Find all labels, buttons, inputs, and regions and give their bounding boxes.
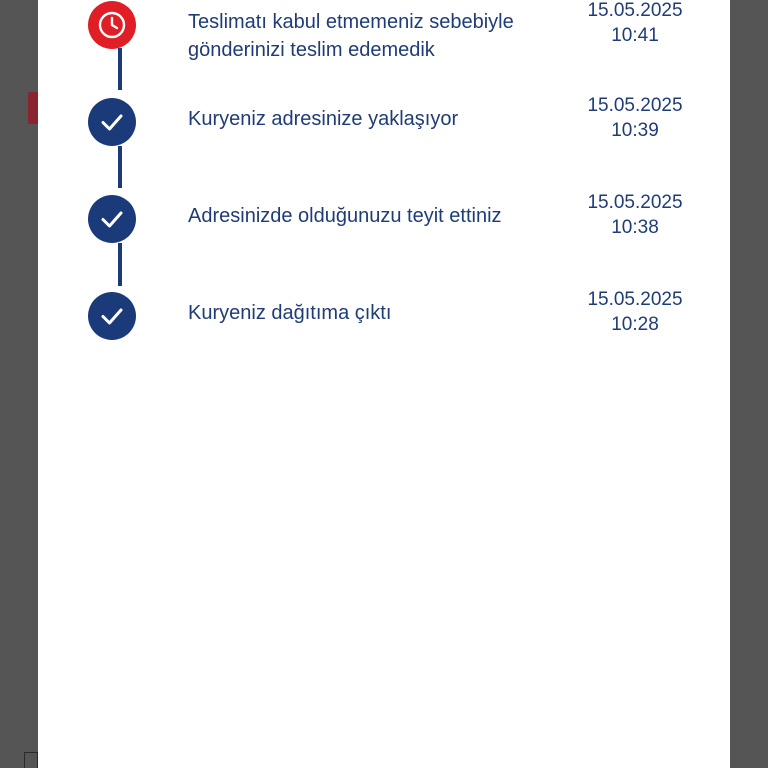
event-time: 10:38 xyxy=(611,217,659,238)
background-box-icon xyxy=(24,752,38,768)
check-icon xyxy=(88,292,136,340)
event-date: 15.05.2025 xyxy=(587,95,683,116)
event-date: 15.05.2025 xyxy=(587,289,683,310)
check-icon xyxy=(88,195,136,243)
event-description: Kuryeniz adresinize yaklaşıyor xyxy=(188,108,459,130)
event-time: 10:41 xyxy=(611,25,659,46)
event-timestamp xyxy=(573,287,697,337)
event-date: 15.05.2025 xyxy=(587,0,683,21)
event-description: Adresinizde olduğunuzu teyit ettiniz xyxy=(188,205,502,227)
event-timestamp xyxy=(573,190,697,240)
event-description: Kuryeniz dağıtıma çıktı xyxy=(188,302,392,324)
event-time: 10:39 xyxy=(611,120,659,141)
clock-icon xyxy=(88,1,136,49)
check-icon xyxy=(88,98,136,146)
event-time: 10:28 xyxy=(611,314,659,335)
event-timestamp xyxy=(573,93,697,143)
event-description: Teslimatı kabul etmemeniz sebebiyle gönderinizi teslim edemedik xyxy=(188,11,514,61)
event-timestamp xyxy=(573,0,697,48)
timeline-event xyxy=(38,289,730,352)
event-date: 15.05.2025 xyxy=(587,192,683,213)
timeline-event xyxy=(38,192,730,255)
shipment-history-sheet xyxy=(38,0,730,768)
timeline-event xyxy=(38,0,730,60)
timeline-event xyxy=(38,95,730,158)
